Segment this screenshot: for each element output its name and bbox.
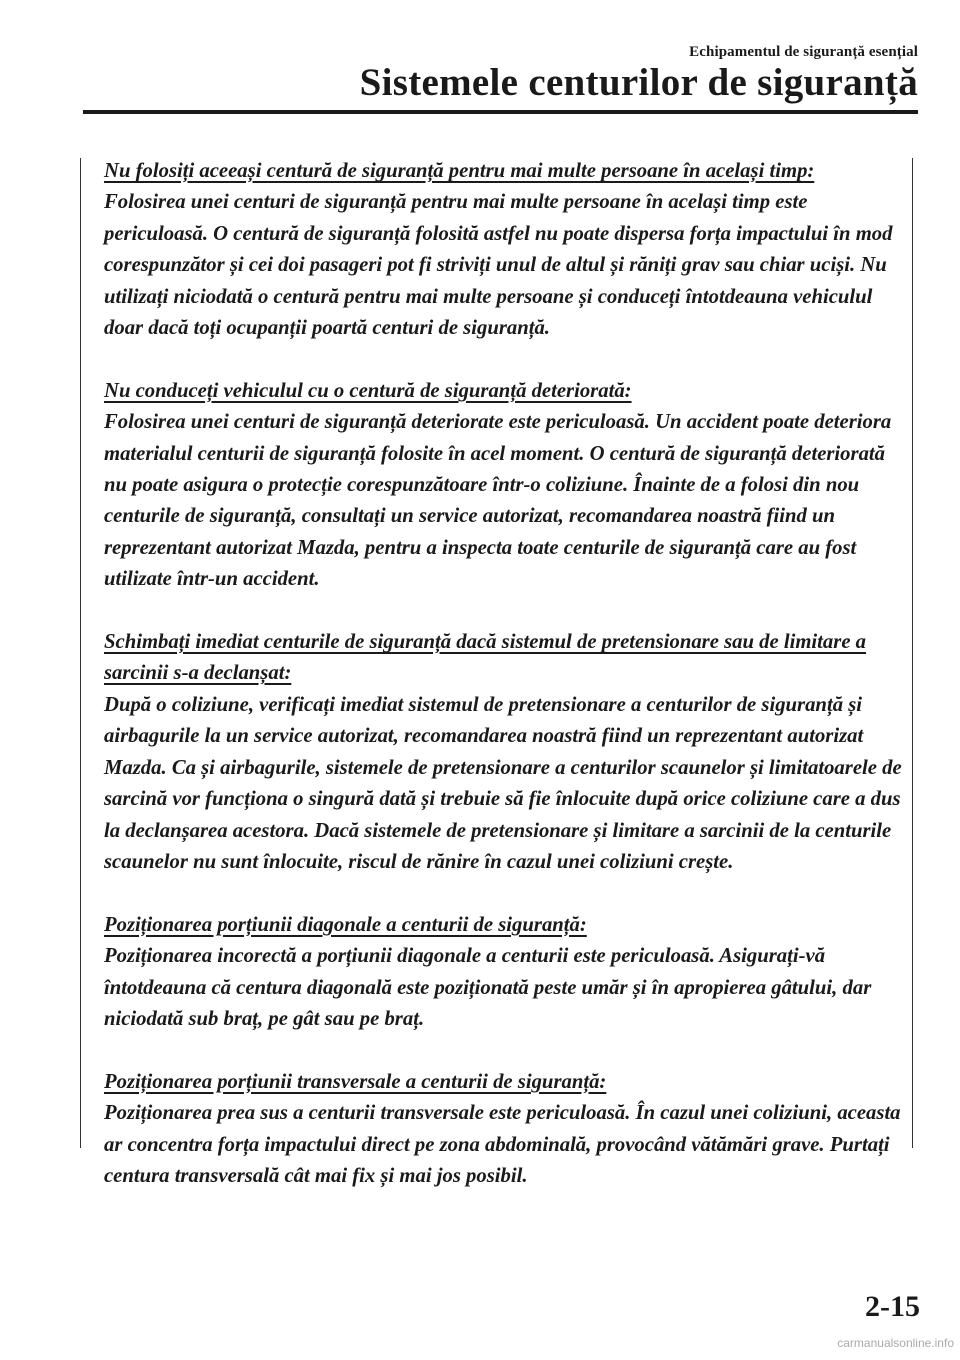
warning-frame-right-line [912, 158, 913, 1148]
warning-list [104, 156, 904, 1224]
warning-heading: Nu conduceți vehiculul cu o centură de siguranță deteriorată: [104, 379, 632, 402]
warning-heading: Nu folosiți aceeași centură de siguranță pentru mai multe persoane în același timp: [104, 160, 815, 182]
warning-body: Folosirea unei centuri de siguranță deteriorate este periculoasă. Un accident poate deteriora materialul centurii de siguranță folosite în acel moment. O centură de siguranță deteriorată nu poate asigura o protecție corespunzătoare într-o coliziune. Înainte de a folosi din nou centurile de siguranță, consultați un service autorizat, recomandarea noastră fiind un reprezentant autorizat Mazda, pentru a inspecta toate centurile de siguranță care au fost utilizate într-un accident. [104, 411, 892, 591]
page-title: Sistemele centurilor de siguranță [359, 61, 918, 104]
warning-item [104, 627, 904, 878]
warning-item [104, 376, 904, 596]
warning-body: Poziționarea incorectă a porțiunii diagonale a centurii este periculoasă. Asigurați-vă întotdeauna că centura diagonală este poziționată peste umăr și în apropierea gâtului, dar niciodată sub braț, pe gât sau pe braț. [104, 945, 872, 1030]
warning-heading: Poziționarea porțiunii diagonale a centurii de siguranță: [104, 913, 587, 936]
warning-body: Folosirea unei centuri de siguranță pentru mai multe persoane în același timp este periculoasă. O centură de siguranță folosită astfel nu poate dispersa forța impactului în mod corespunzător și cei doi pasageri pot fi striviți unul de altul și răniți grav sau chiar uciși. Nu utilizați niciodată o centură pentru mai multe persoane și conduceți întotdeauna vehiculul doar dacă toți ocupanții poartă centuri de siguranță. [104, 191, 893, 340]
warning-heading: Poziționarea porțiunii transversale a centurii de siguranță: [104, 1070, 607, 1093]
warning-frame-left-line [80, 158, 81, 1148]
warning-body: După o coliziune, verificați imediat sistemul de pretensionare a centurilor de siguranță și airbagurile la un service autorizat, recomandarea noastră fiind un reprezentant autorizat Mazda. Ca și airbagurile, sistemele de pretensionare a centurilor scaunelor și limitatoarele de sarcină vor funcționa o singură dată și trebuie să fie înlocuite după orice coliziune care a dus la declanșarea acestora. Dacă sistemele de pretensionare și limitare a sarcinii de la centurile scaunelor nu sunt înlocuite, riscul de rănire în cazul unei coliziuni crește. [104, 693, 902, 873]
section-title: Echipamentul de siguranță esențial [689, 44, 918, 60]
warning-item [104, 910, 904, 1036]
watermark: carmanualsonline.info [837, 1336, 954, 1350]
warning-heading: Schimbați imediat centurile de siguranță dacă sistemul de pretensionare sau de limitare a sarcinii s-a declanșat: [104, 631, 867, 685]
warning-body: Poziționarea prea sus a centurii transversale este periculoasă. În cazul unei coliziuni, aceasta ar concentra forța impactului direct pe zona abdominală, provocând vătămări grave. Purtați centura transversală cât mai fix și mai jos posibil. [104, 1102, 901, 1187]
page-number: 2-15 [865, 1290, 920, 1323]
warning-item [104, 1067, 904, 1193]
warning-item [104, 156, 904, 344]
header-rule [83, 110, 918, 114]
